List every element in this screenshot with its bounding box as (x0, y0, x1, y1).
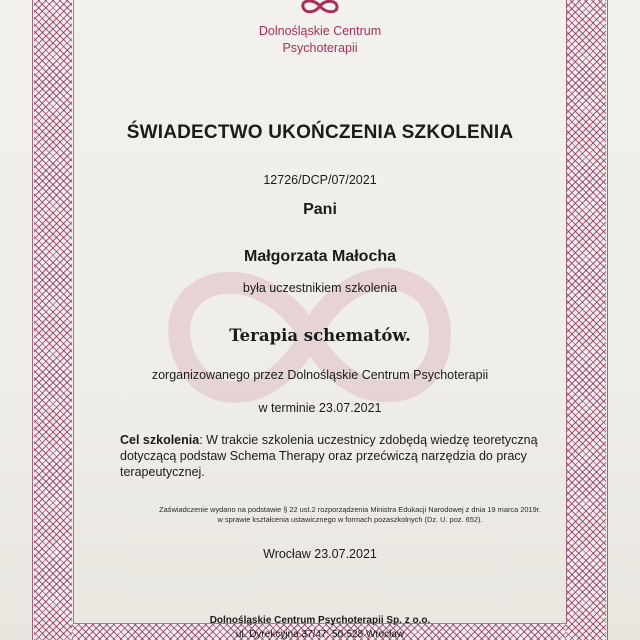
legal-basis-line2: w sprawie kształcenia ustawicznego w formach pozaszkolnych (Dz. U. poz. 652). (217, 515, 483, 524)
guilloche-border-left (34, 0, 72, 640)
place-and-date: Wrocław 23.07.2021 (263, 547, 377, 561)
course-goal (120, 432, 560, 480)
organization-header-line2: Psychoterapii (282, 41, 358, 55)
recipient-name: Małgorzata Małocha (243, 248, 397, 265)
legal-basis (120, 505, 580, 525)
organized-by: zorganizowanego przez Dolnośląskie Centrum Psychoterapii (151, 368, 489, 382)
goal-text: : W trakcie szkolenia uczestnicy zdobędą wiedzę teoretyczną dotyczącą podstaw Schema Therapy oraz przećwiczą narzędzia do pracy terapeutycznej. (120, 433, 538, 479)
participant-text: była uczestnikiem szkolenia (242, 281, 398, 295)
course-term: w terminie 23.07.2021 (258, 401, 382, 415)
logo-icon (298, 0, 342, 16)
footer-address: ul. Dyrekcyjna 37/47; 50-528 Wrocław (235, 629, 405, 640)
footer-organization: Dolnośląskie Centrum Psychoterapii Sp. z o.o. (209, 615, 431, 626)
certificate-title: ŚWIADECTWO UKOŃCZENIA SZKOLENIA (126, 122, 514, 143)
organization-header-line1: Dolnośląskie Centrum (258, 24, 382, 38)
guilloche-border-right (566, 0, 606, 640)
legal-basis-line1: Zaświadczenie wydano na podstawie § 22 ust.2 rozporządzenia Ministra Edukacji Narodowej z dnia 19 marca 2019r. (159, 505, 541, 514)
course-name: Terapia schematów. (229, 326, 411, 345)
certificate-number: 12726/DCP/07/2021 (263, 173, 377, 187)
border-edge-left (32, 0, 33, 640)
salutation: Pani (303, 201, 337, 218)
goal-label: Cel szkolenia (120, 433, 200, 447)
border-edge-right (607, 0, 608, 640)
organization-header (230, 23, 410, 57)
